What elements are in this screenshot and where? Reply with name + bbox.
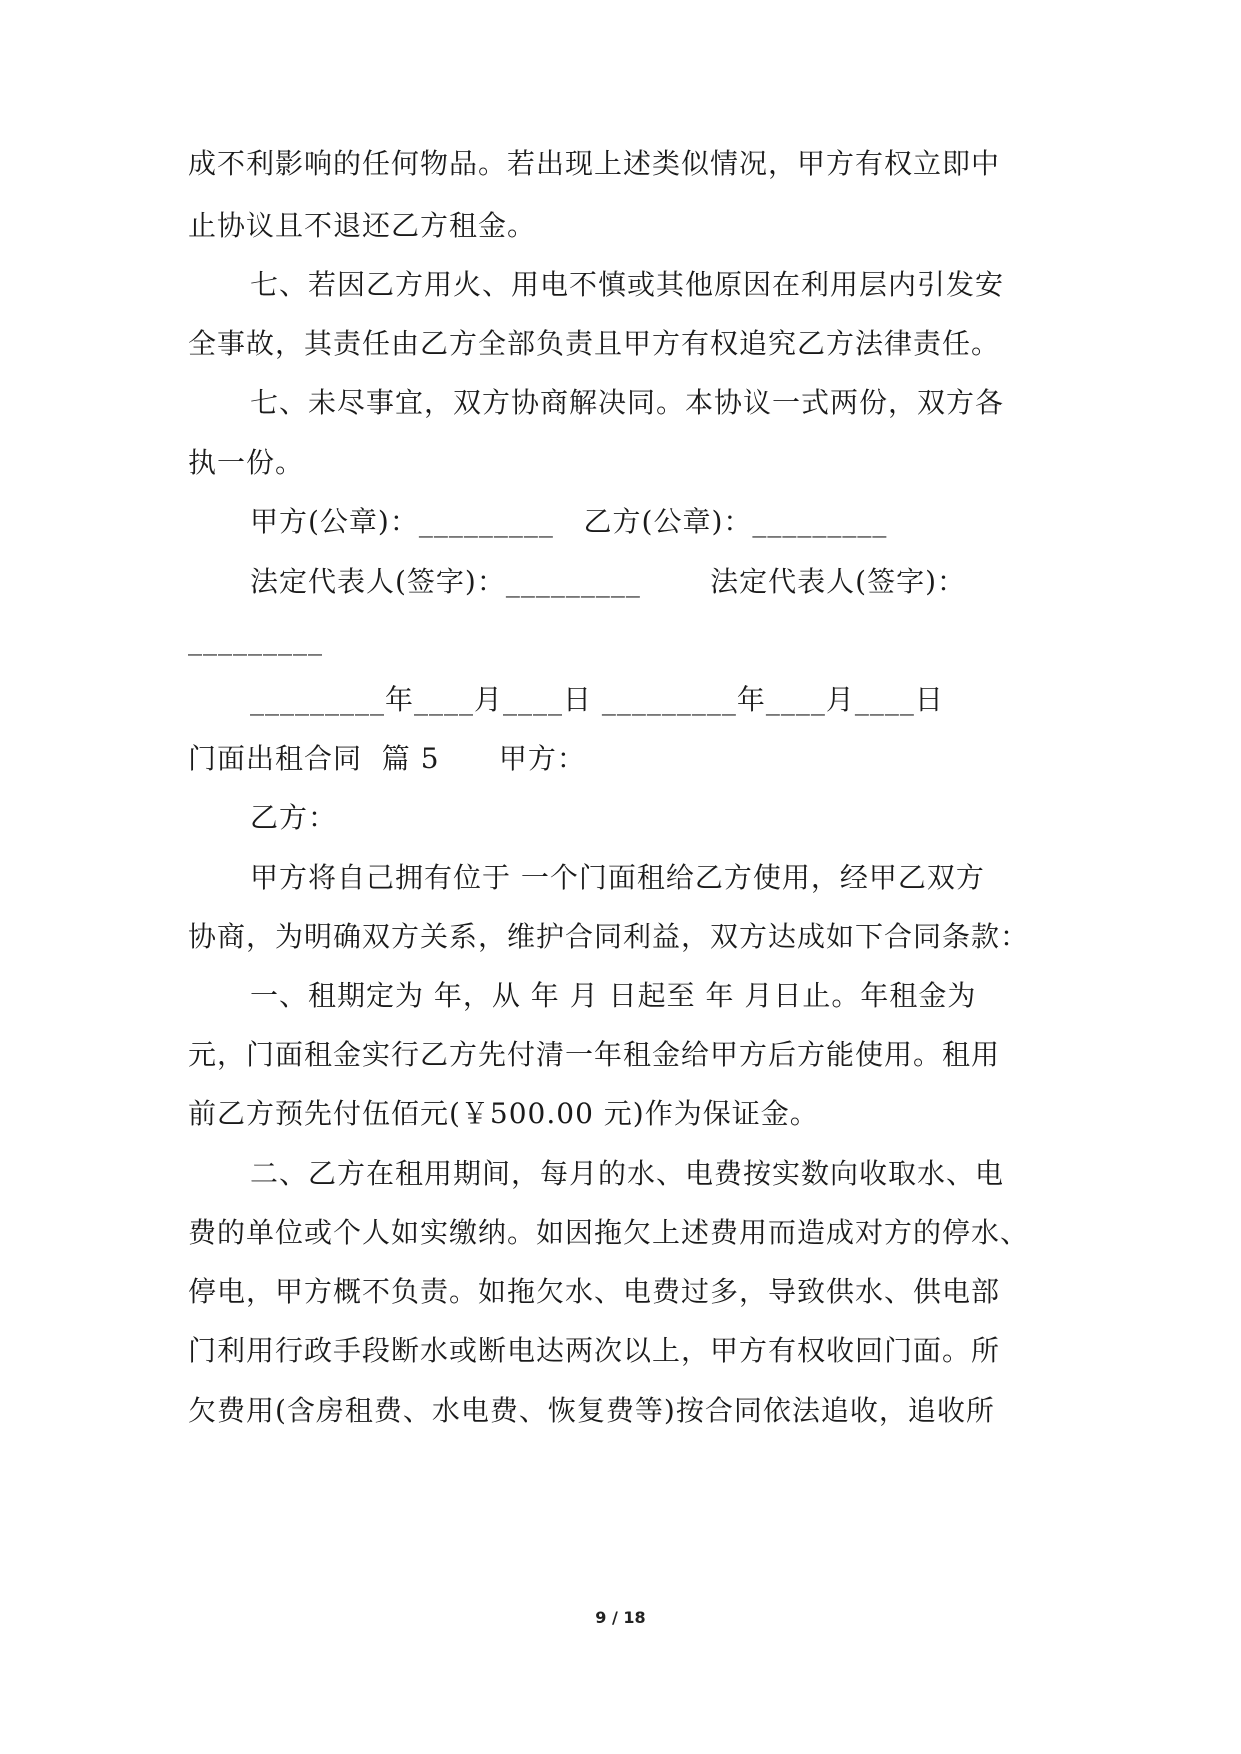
text-line: 元，门面租金实行乙方先付清一年租金给甲方后方能使用。租用 xyxy=(188,1038,1001,1071)
section-heading: 门面出租合同 篇 5 甲方： xyxy=(188,742,586,775)
text-line: 门利用行政手段断水或断电达两次以上，甲方有权收回门面。所 xyxy=(188,1334,1001,1367)
text-line: 欠费用(含房租费、水电费、恢复费等)按合同依法追收，追收所 xyxy=(188,1394,995,1427)
text-line: 全事故，其责任由乙方全部负责且甲方有权追究乙方法律责任。 xyxy=(188,327,1001,360)
text-line: 执一份。 xyxy=(188,446,305,479)
text-line: 七、未尽事宜，双方协商解决同。本协议一式两份，双方各 xyxy=(250,386,1005,419)
signature-line: 甲方(公章)：_________ 乙方(公章)：_________ xyxy=(250,505,888,538)
text-line: 乙方： xyxy=(250,801,338,834)
text-line: 止协议且不退还乙方租金。 xyxy=(188,209,537,242)
date-line: _________年____月____日 _________年____月____日 xyxy=(250,683,944,716)
text-line: 二、乙方在租用期间，每月的水、电费按实数向收取水、电 xyxy=(250,1157,1005,1190)
signature-line: 法定代表人(签字)：_________ 法定代表人(签字)： xyxy=(250,565,966,598)
page-number: 9 / 18 xyxy=(595,1608,646,1627)
text-line: 一、租期定为 年，从 年 月 日起至 年 月日止。年租金为 xyxy=(250,979,977,1012)
text-line: 前乙方预先付伍佰元(￥500.00 元)作为保证金。 xyxy=(188,1097,819,1130)
signature-line: _________ xyxy=(188,623,323,656)
text-line: 甲方将自己拥有位于 一个门面租给乙方使用，经甲乙双方 xyxy=(250,861,985,894)
text-line: 费的单位或个人如实缴纳。如因拖欠上述费用而造成对方的停水、 xyxy=(188,1216,1030,1249)
text-line: 七、若因乙方用火、用电不慎或其他原因在利用层内引发安 xyxy=(250,268,1005,301)
text-line: 停电，甲方概不负责。如拖欠水、电费过多，导致供水、供电部 xyxy=(188,1275,1001,1308)
text-line: 协商，为明确双方关系，维护合同利益，双方达成如下合同条款： xyxy=(188,920,1030,953)
text-line: 成不利影响的任何物品。若出现上述类似情况，甲方有权立即中 xyxy=(188,147,1001,180)
